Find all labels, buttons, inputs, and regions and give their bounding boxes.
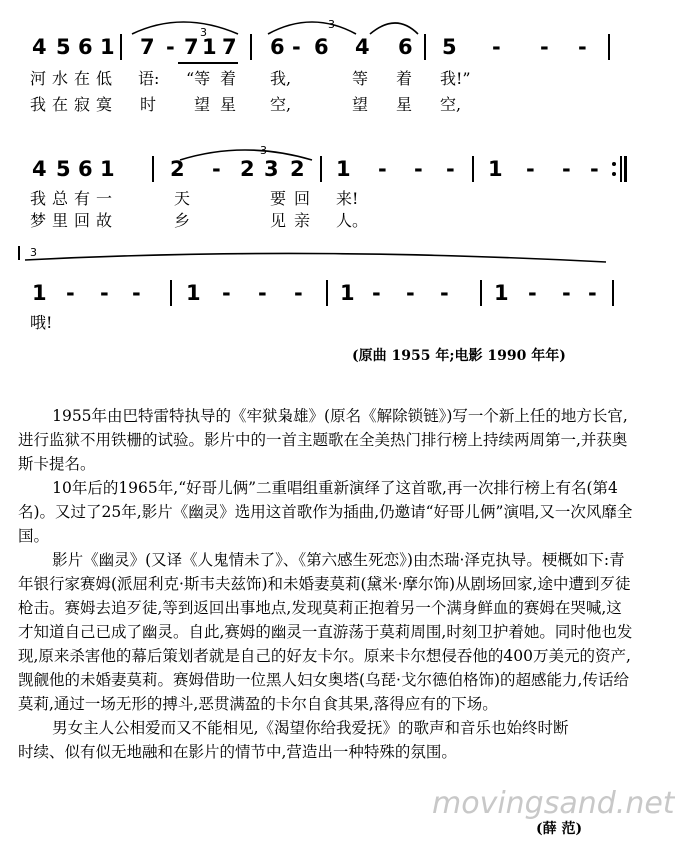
lyric: 语: <box>138 69 160 88</box>
lyric: 星 <box>396 95 413 114</box>
note: 1 <box>202 35 217 59</box>
triplet-mark: 3 <box>328 18 335 31</box>
note: - <box>578 35 587 59</box>
lyric: 望 <box>352 95 369 114</box>
note: - <box>414 157 423 181</box>
note: - <box>588 281 597 305</box>
lyric: 有 <box>74 189 91 208</box>
repeat-barline <box>624 156 627 182</box>
note: 6 <box>270 35 285 59</box>
lyric: 天 <box>174 189 191 208</box>
barline <box>326 280 328 306</box>
note: 1 <box>100 35 115 59</box>
lyric: 着 <box>396 69 413 88</box>
barline <box>152 156 154 182</box>
lyric: 要 <box>270 189 287 208</box>
lyric: 梦 <box>30 211 47 230</box>
note: - <box>132 281 141 305</box>
note: 5 <box>56 35 71 59</box>
note: - <box>294 281 303 305</box>
lyric: 河 <box>30 69 47 88</box>
note: - <box>446 157 455 181</box>
note: 7 <box>140 35 155 59</box>
note: 6 <box>78 35 93 59</box>
lyric: 我 <box>30 95 47 114</box>
note: - <box>440 281 449 305</box>
note: - <box>492 35 501 59</box>
note: - <box>212 157 221 181</box>
note: 6 <box>314 35 329 59</box>
lyric: 低 <box>96 69 113 88</box>
triplet-mark: 3 <box>200 26 207 39</box>
lyric: 寞 <box>96 95 113 114</box>
lyric: “等 <box>186 69 211 88</box>
repeat-barline <box>620 156 622 182</box>
lyric: 空, <box>440 95 462 114</box>
note: - <box>540 35 549 59</box>
note: - <box>258 281 267 305</box>
lyric: 寂 <box>74 95 91 114</box>
lyric: 来! <box>336 189 359 208</box>
lyric: 空, <box>270 95 292 114</box>
barline <box>170 280 172 306</box>
note: - <box>526 157 535 181</box>
lyric: 回 <box>74 211 91 230</box>
lyric: 里 <box>52 211 69 230</box>
paragraph: 男女主人公相爱而又不能相见,《渴望你给我爱抚》的歌声和音乐也始终时断时续、似有似无地融和在影片的情节中,营造出一种特殊的氛围。 <box>18 719 569 761</box>
lyric: 见 <box>270 211 287 230</box>
lyric: 等 <box>352 69 369 88</box>
lyric: 乡 <box>174 211 191 230</box>
note: 6 <box>398 35 413 59</box>
lyric: 在 <box>74 69 91 88</box>
barline <box>120 34 122 60</box>
note: 4 <box>32 35 47 59</box>
note: - <box>590 157 599 181</box>
note: 6 <box>78 157 93 181</box>
repeat-dot <box>612 172 616 176</box>
lyric: 亲 <box>294 211 311 230</box>
watermark: movingsand.net <box>432 786 675 821</box>
note: 5 <box>56 157 71 181</box>
repeat-dot <box>612 162 616 166</box>
barline <box>612 280 614 306</box>
barline <box>472 156 474 182</box>
note: 2 <box>170 157 185 181</box>
note: - <box>100 281 109 305</box>
lyric: 故 <box>96 211 113 230</box>
barline <box>608 34 610 60</box>
lyric: 着 <box>220 69 237 88</box>
lyric: 水 <box>52 69 69 88</box>
paragraph: 影片《幽灵》(又译《人鬼情未了》、《第六感生死恋》)由杰瑞·泽克执导。梗概如下:青年银行家赛姆(派屈利克·斯韦夫兹饰)和未婚妻莫莉(黛米·摩尔饰)从剧场回家,途中遭到歹徒枪击。赛姆去追歹徒,等到返回出事地点,发现莫莉正抱着另一个满身鲜血的赛姆在哭喊,这才知道自己已成了幽灵。自此,赛姆的幽灵一直游荡于莫莉周围,时刻卫护着她。同时他也发现,原来杀害他的幕后策划者就是自己的好友卡尔。原来卡尔想侵吞他的400万美元的资产,觊觎他的未婚妻莫莉。赛姆借助一位黑人妇女奥塔(乌琵·戈尔德伯格饰)的超感能力,传话给莫莉,通过一场无形的搏斗,恶贯满盈的卡尔自食其果,落得应有的下场。 <box>18 551 633 713</box>
note: - <box>166 35 175 59</box>
note: 1 <box>336 157 351 181</box>
lyric: 我, <box>270 69 292 88</box>
tie-start <box>18 246 20 260</box>
barline <box>424 34 426 60</box>
lyric: 回 <box>294 189 311 208</box>
lyric: 我 <box>30 189 47 208</box>
note: 7 <box>184 35 199 59</box>
note: 3 <box>264 157 279 181</box>
triplet-mark: 3 <box>30 246 37 259</box>
note: - <box>562 281 571 305</box>
lyric: 一 <box>96 189 113 208</box>
note: 2 <box>240 157 255 181</box>
beam <box>178 62 238 64</box>
note: 1 <box>100 157 115 181</box>
article-body <box>18 404 634 764</box>
lyric: 人。 <box>336 211 369 230</box>
author-signature: (薛 范) <box>536 821 583 837</box>
barline <box>320 156 322 182</box>
note: 4 <box>355 35 370 59</box>
note: 1 <box>186 281 201 305</box>
barline <box>250 34 252 60</box>
lyric: 星 <box>220 95 237 114</box>
note: - <box>372 281 381 305</box>
note: - <box>406 281 415 305</box>
paragraph: 1955年由巴特雷特执导的《牢狱枭雄》(原名《解除锁链》)写一个新上任的地方长官,进行监狱不用铁栅的试验。影片中的一首主题歌在全美热门排行榜上持续两周第一,并获奥斯卡提名。 <box>18 407 628 473</box>
note: 1 <box>340 281 355 305</box>
note: 2 <box>290 157 305 181</box>
lyric: 我!” <box>440 69 471 88</box>
lyric: 时 <box>140 95 157 114</box>
note: - <box>378 157 387 181</box>
source-note: (原曲 1955 年;电影 1990 年年) <box>352 348 566 364</box>
note: 4 <box>32 157 47 181</box>
lyric: 哦! <box>30 313 53 332</box>
note: - <box>66 281 75 305</box>
note: 7 <box>222 35 237 59</box>
lyric: 望 <box>194 95 211 114</box>
triplet-mark: 3 <box>260 144 267 157</box>
lyric: 总 <box>52 189 69 208</box>
paragraph: 10年后的1965年,“好哥儿俩”二重唱组重新演绎了这首歌,再一次排行榜上有名(第4名)。又过了25年,影片《幽灵》选用这首歌作为插曲,仍邀请“好哥儿俩”演唱,又一次风靡全国。 <box>18 479 633 545</box>
note: 5 <box>442 35 457 59</box>
note: 1 <box>32 281 47 305</box>
note: 1 <box>488 157 503 181</box>
barline <box>480 280 482 306</box>
note: - <box>222 281 231 305</box>
note: - <box>562 157 571 181</box>
note: - <box>292 35 301 59</box>
note: 1 <box>494 281 509 305</box>
lyric: 在 <box>52 95 69 114</box>
note: - <box>528 281 537 305</box>
